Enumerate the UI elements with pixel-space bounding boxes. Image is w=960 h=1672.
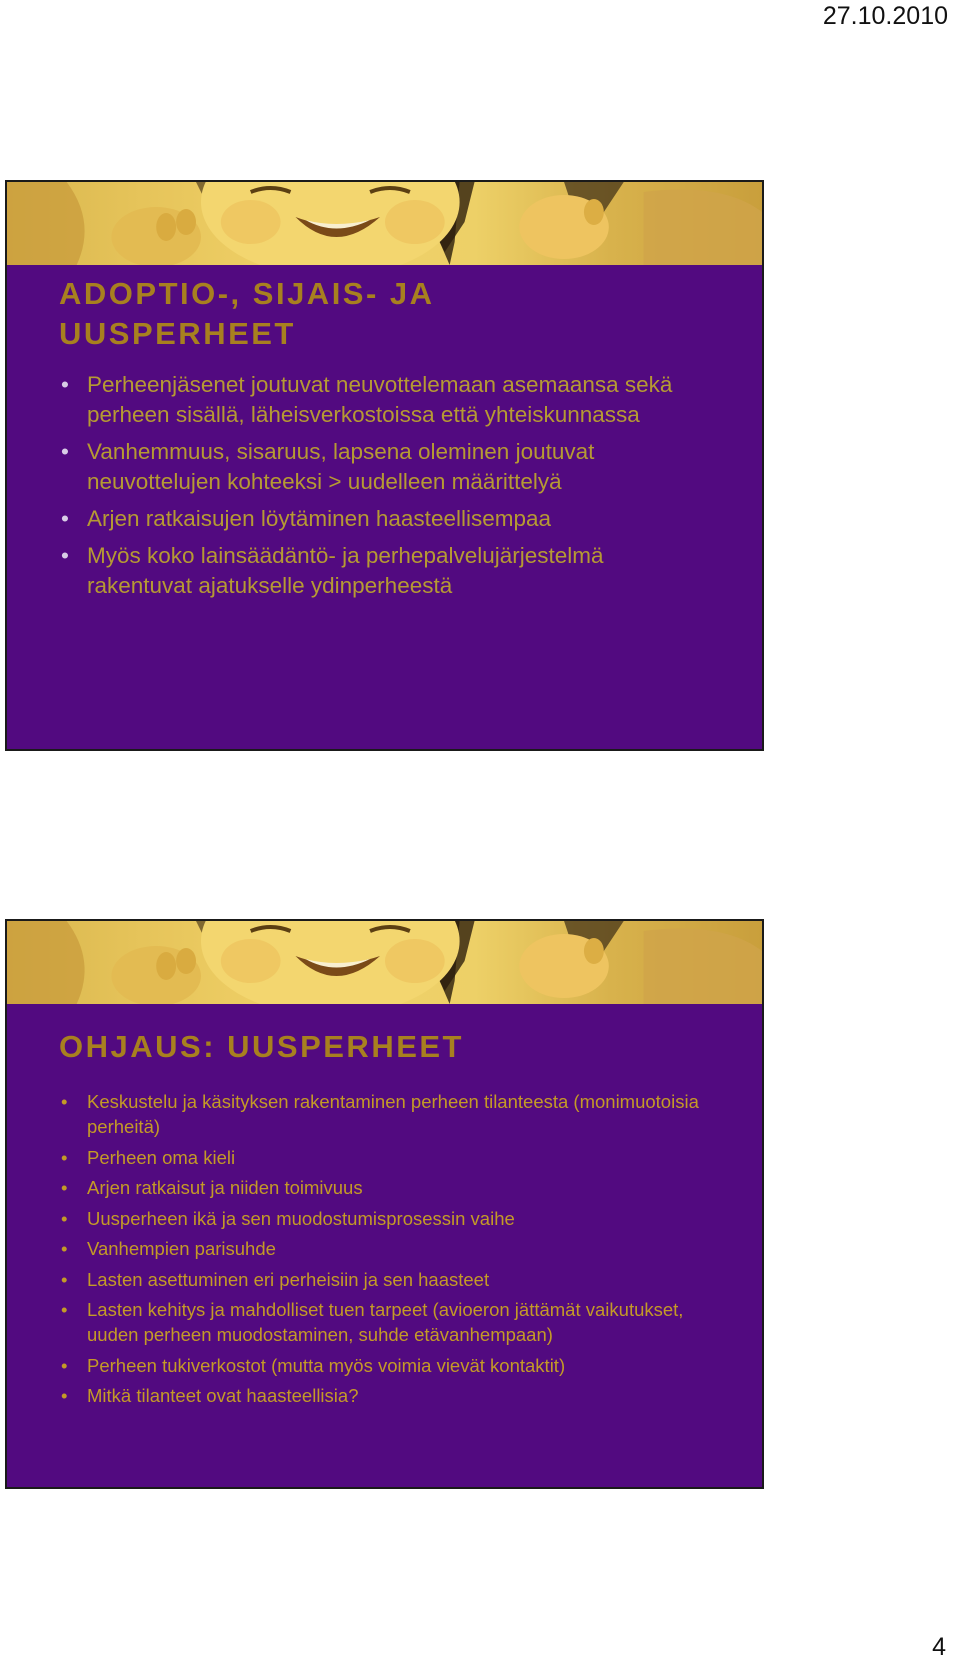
smiling-child-photo (7, 182, 762, 265)
list-item: • Arjen ratkaisut ja niiden toimivuus (59, 1175, 699, 1200)
smiling-child-photo-banner (7, 182, 762, 265)
list-item: • Lasten asettuminen eri perheisiin ja sen haasteet (59, 1267, 699, 1292)
smiling-child-photo-banner (7, 921, 762, 1004)
page-number: 4 (932, 1633, 946, 1661)
list-item: • Perheen oma kieli (59, 1145, 699, 1170)
list-item: • Perheen tukiverkostot (mutta myös voimia vievät kontaktit) (59, 1353, 699, 1378)
bullet-list (59, 370, 699, 608)
list-item: • Lasten kehitys ja mahdolliset tuen tarpeet (avioeron jättämät vaikutukset, uuden perheen muodostaminen, suhde etävanhempaan) (59, 1297, 699, 1347)
list-item: • Mitkä tilanteet ovat haasteellisia? (59, 1383, 699, 1408)
list-item: • Keskustelu ja käsityksen rakentaminen perheen tilanteesta (monimuotoisia perheitä) (59, 1089, 699, 1139)
smiling-child-photo (7, 921, 762, 1004)
slide-title: ADOPTIO-, SIJAIS- JA UUSPERHEET (59, 276, 434, 351)
list-item: • Perheenjäsenet joutuvat neuvottelemaan asemaansa sekä perheen sisällä, läheisverkostoissa että yhteiskunnassa (59, 370, 699, 430)
list-item: • Arjen ratkaisujen löytäminen haasteellisempaa (59, 504, 699, 534)
page-date: 27.10.2010 (822, 2, 948, 30)
list-item: • Myös koko lainsäädäntö- ja perhepalvelujärjestelmä rakentuvat ajatukselle ydinperheestä (59, 541, 699, 601)
bullet-list (59, 1089, 699, 1414)
list-item: • Uusperheen ikä ja sen muodostumisprosessin vaihe (59, 1206, 699, 1231)
slide-adoptio-sijais-uusperheet (5, 180, 764, 751)
slide-ohjaus-uusperheet (5, 919, 764, 1489)
list-item: • Vanhemmuus, sisaruus, lapsena oleminen joutuvat neuvottelujen kohteeksi > uudelleen määrittelyä (59, 437, 699, 497)
list-item: • Vanhempien parisuhde (59, 1236, 699, 1261)
slide-title: OHJAUS: UUSPERHEET (59, 1029, 464, 1064)
